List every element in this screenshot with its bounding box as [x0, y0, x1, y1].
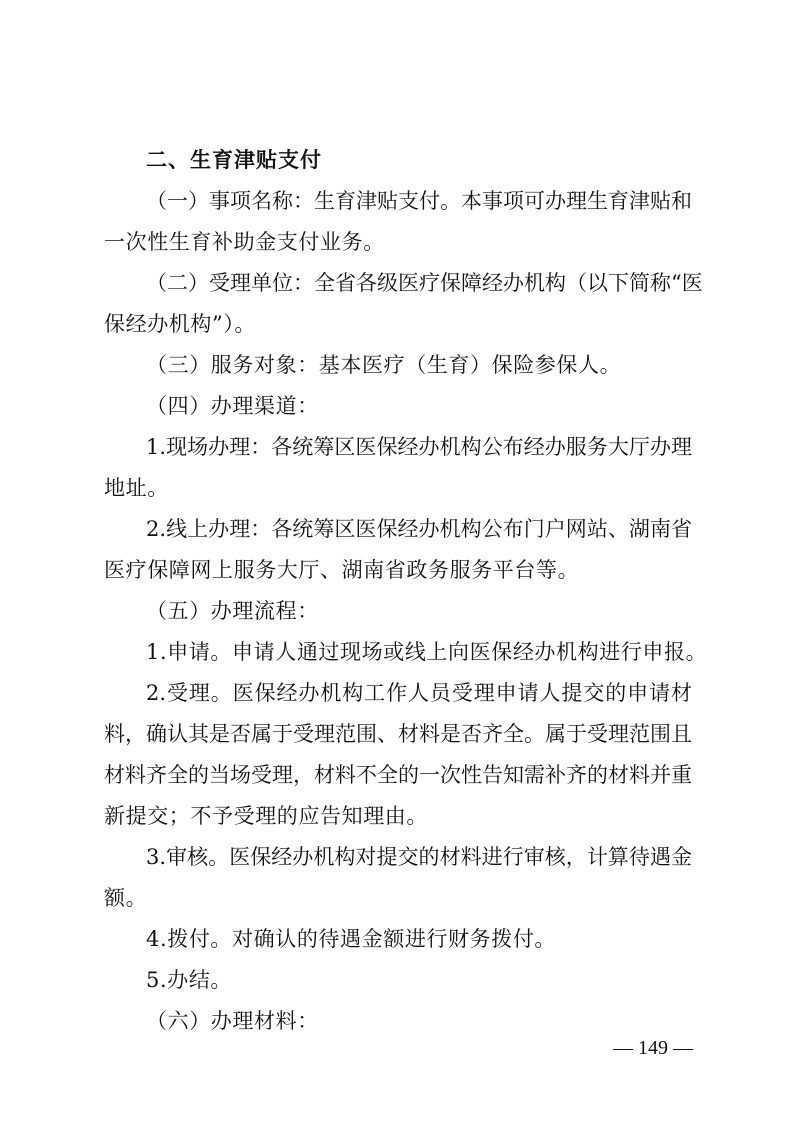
- section-heading: 二、生育津贴支付: [146, 148, 322, 172]
- paragraph-line: 新提交；不予受理的应告知理由。: [104, 804, 428, 828]
- paragraph-line: （五）办理流程：: [146, 599, 319, 623]
- paragraph-line: 额。: [104, 886, 148, 910]
- paragraph-step-disburse: [104, 919, 692, 960]
- paragraph-line: 保经办机构”）。: [104, 312, 257, 336]
- paragraph-line: 材料齐全的当场受理，材料不全的一次性告知需补齐的材料并重: [104, 763, 692, 787]
- paragraph-line: 3.审核。医保经办机构对提交的材料进行审核，计算待遇金: [146, 845, 692, 869]
- paragraph-line: 4.拨付。对确认的待遇金额进行财务拨付。: [146, 927, 557, 951]
- paragraph-channels-heading: [104, 386, 692, 427]
- paragraph-materials-heading: [104, 1001, 692, 1042]
- paragraph-accepting-unit: [104, 263, 703, 345]
- paragraph-line: （六）办理材料：: [146, 1009, 319, 1033]
- paragraph-service-target: [104, 345, 692, 386]
- paragraph-step-apply: [104, 632, 708, 673]
- paragraph-line: （四）办理渠道：: [146, 394, 319, 418]
- paragraph-onsite-channel: [104, 427, 692, 509]
- paragraph-line: 1.现场办理：各统筹区医保经办机构公布经办服务大厅办理: [146, 435, 692, 459]
- paragraph-line: 一次性生育补助金支付业务。: [104, 230, 385, 254]
- paragraph-line: 地址。: [104, 476, 169, 500]
- paragraph-step-accept: [104, 673, 692, 837]
- paragraph-line: 2.线上办理：各统筹区医保经办机构公布门户网站、湖南省: [146, 517, 692, 541]
- paragraph-item-name: [104, 181, 692, 263]
- document-body: [104, 140, 708, 1042]
- paragraph-line: 1.申请。申请人通过现场或线上向医保经办机构进行申报。: [146, 640, 708, 664]
- paragraph-line: （一）事项名称：生育津贴支付。本事项可办理生育津贴和: [146, 189, 692, 213]
- paragraph-line: 5.办结。: [146, 968, 233, 992]
- paragraph-process-heading: [104, 591, 692, 632]
- paragraph-line: 料，确认其是否属于受理范围、材料是否齐全。属于受理范围且: [104, 722, 692, 746]
- page-number: — 149 —: [613, 1037, 693, 1059]
- paragraph-line: 医疗保障网上服务大厅、湖南省政务服务平台等。: [104, 558, 580, 582]
- paragraph-online-channel: [104, 509, 692, 591]
- paragraph-line: （二）受理单位：全省各级医疗保障经办机构（以下简称“医: [146, 271, 703, 295]
- paragraph-line: （三）服务对象：基本医疗（生育）保险参保人。: [146, 353, 622, 377]
- paragraph-step-complete: [104, 960, 692, 1001]
- paragraph-line: 2.受理。医保经办机构工作人员受理申请人提交的申请材: [146, 681, 692, 705]
- paragraph-step-review: [104, 837, 692, 919]
